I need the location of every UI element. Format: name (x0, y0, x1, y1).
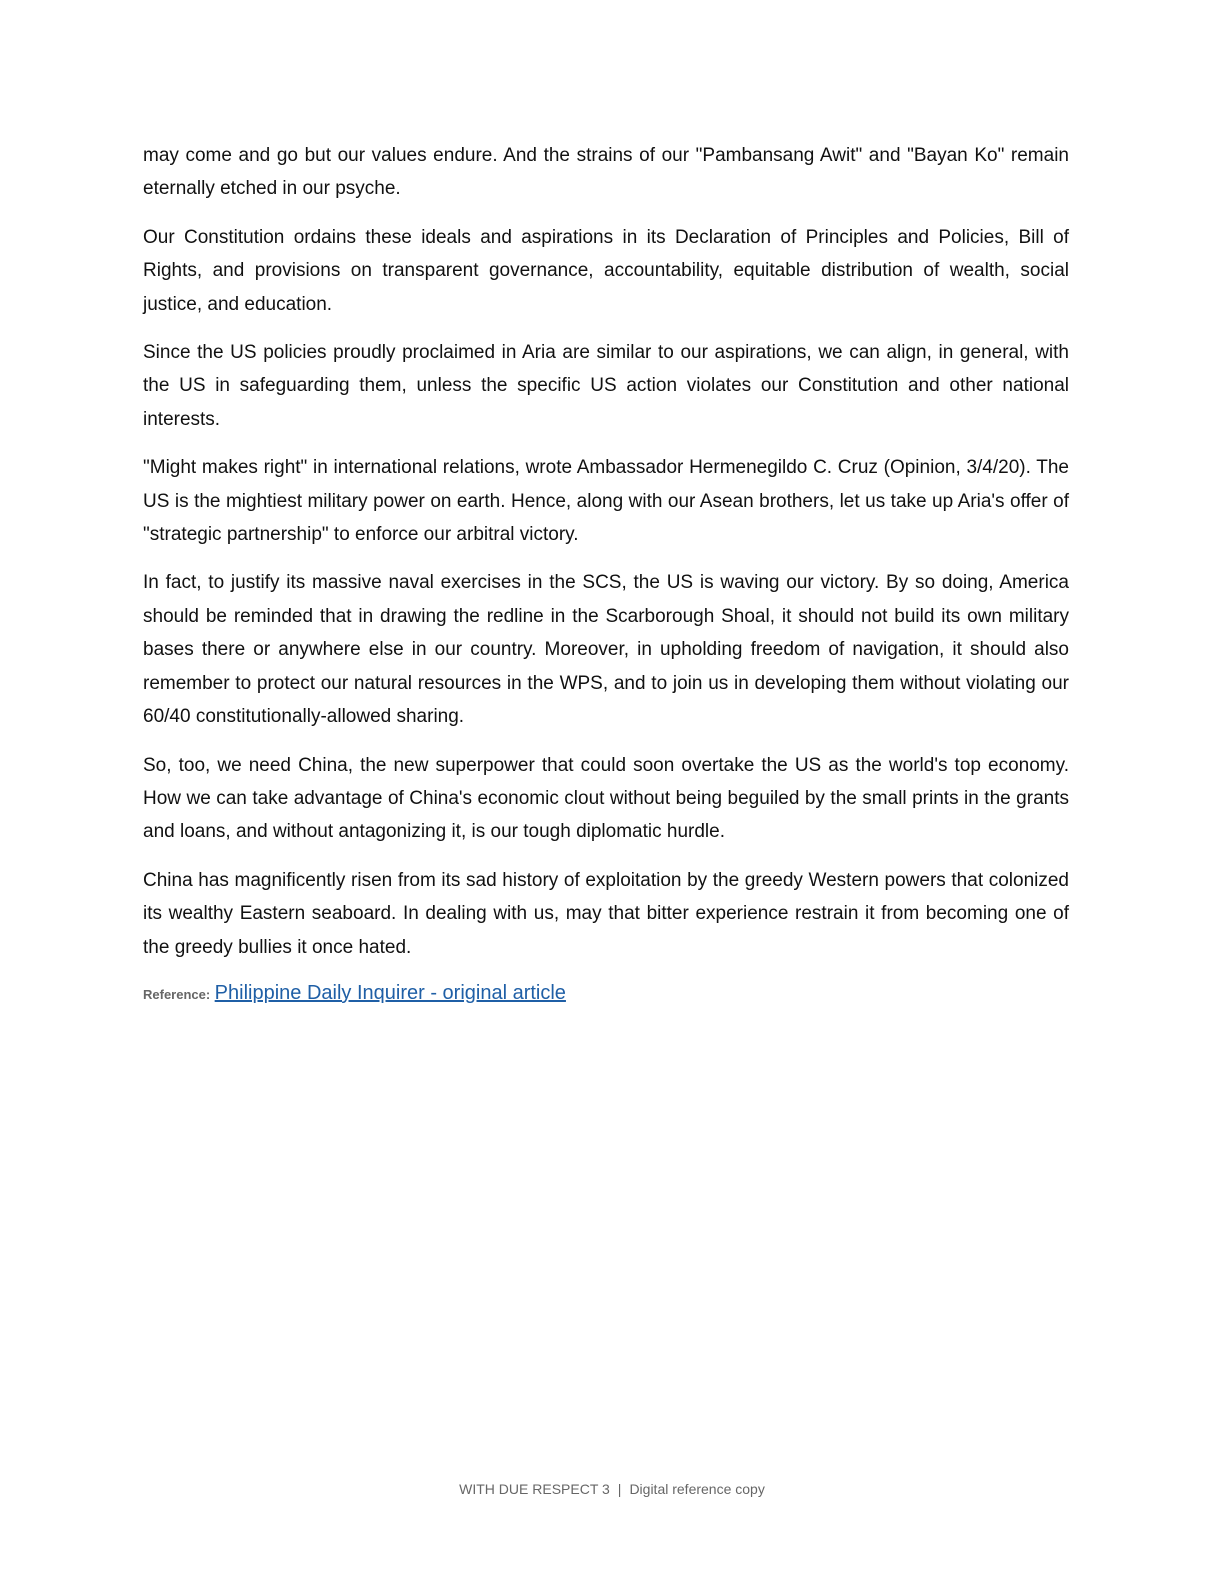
paragraph: In fact, to justify its massive naval exercises in the SCS, the US is waving our victory. By so doing, America should be reminded that in drawing the redline in the Scarborough Shoal, it should not build its own military bases there or anywhere else in our country. Moreover, in upholding freedom of navigation, it should also remember to protect our natural resources in the WPS, and to join us in developing them without violating our 60/40 constitutionally-allowed sharing. (143, 572, 1069, 728)
reference-link[interactable]: Philippine Daily Inquirer - original article (214, 981, 566, 1004)
footer-title: WITH DUE RESPECT 3 (459, 1481, 610, 1497)
paragraph: Our Constitution ordains these ideals and aspirations in its Declaration of Principles and Policies, Bill of Rights, and provisions on transparent governance, accountability, equitable distribution of wealth, social justice, and education. (143, 226, 1069, 315)
paragraph: may come and go but our values endure. And the strains of our "Pambansang Awit" and "Bayan Ko" remain eternally etched in our psyche. (143, 145, 1069, 200)
footer-note: Digital reference copy (629, 1481, 765, 1497)
paragraph: China has magnificently risen from its sad history of exploitation by the greedy Western powers that colonized its wealthy Eastern seaboard. In dealing with us, may that bitter experience restrain it from becoming one of the greedy bullies it once hated. (143, 869, 1069, 958)
footer-separator: | (617, 1481, 622, 1497)
reference-line (143, 979, 1069, 1009)
paragraph: So, too, we need China, the new superpower that could soon overtake the US as the world's top economy. How we can take advantage of China's economic clout without being beguiled by the small prints in the grants and loans, and without antagonizing it, is our tough diplomatic hurdle. (143, 754, 1069, 843)
paragraph: "Might makes right" in international relations, wrote Ambassador Hermenegildo C. Cruz (Opinion, 3/4/20). The US is the mightiest military power on earth. Hence, along with our Asean brothers, let us take up Aria's offer of "strategic partnership" to enforce our arbitral victory. (143, 457, 1069, 546)
page-footer (0, 1479, 1224, 1499)
paragraph: Since the US policies proudly proclaimed in Aria are similar to our aspirations, we can align, in general, with the US in safeguarding them, unless the specific US action violates our Constitution and other national interests. (143, 342, 1069, 430)
article-body (143, 139, 1069, 1009)
reference-label: Reference: (143, 986, 211, 1002)
